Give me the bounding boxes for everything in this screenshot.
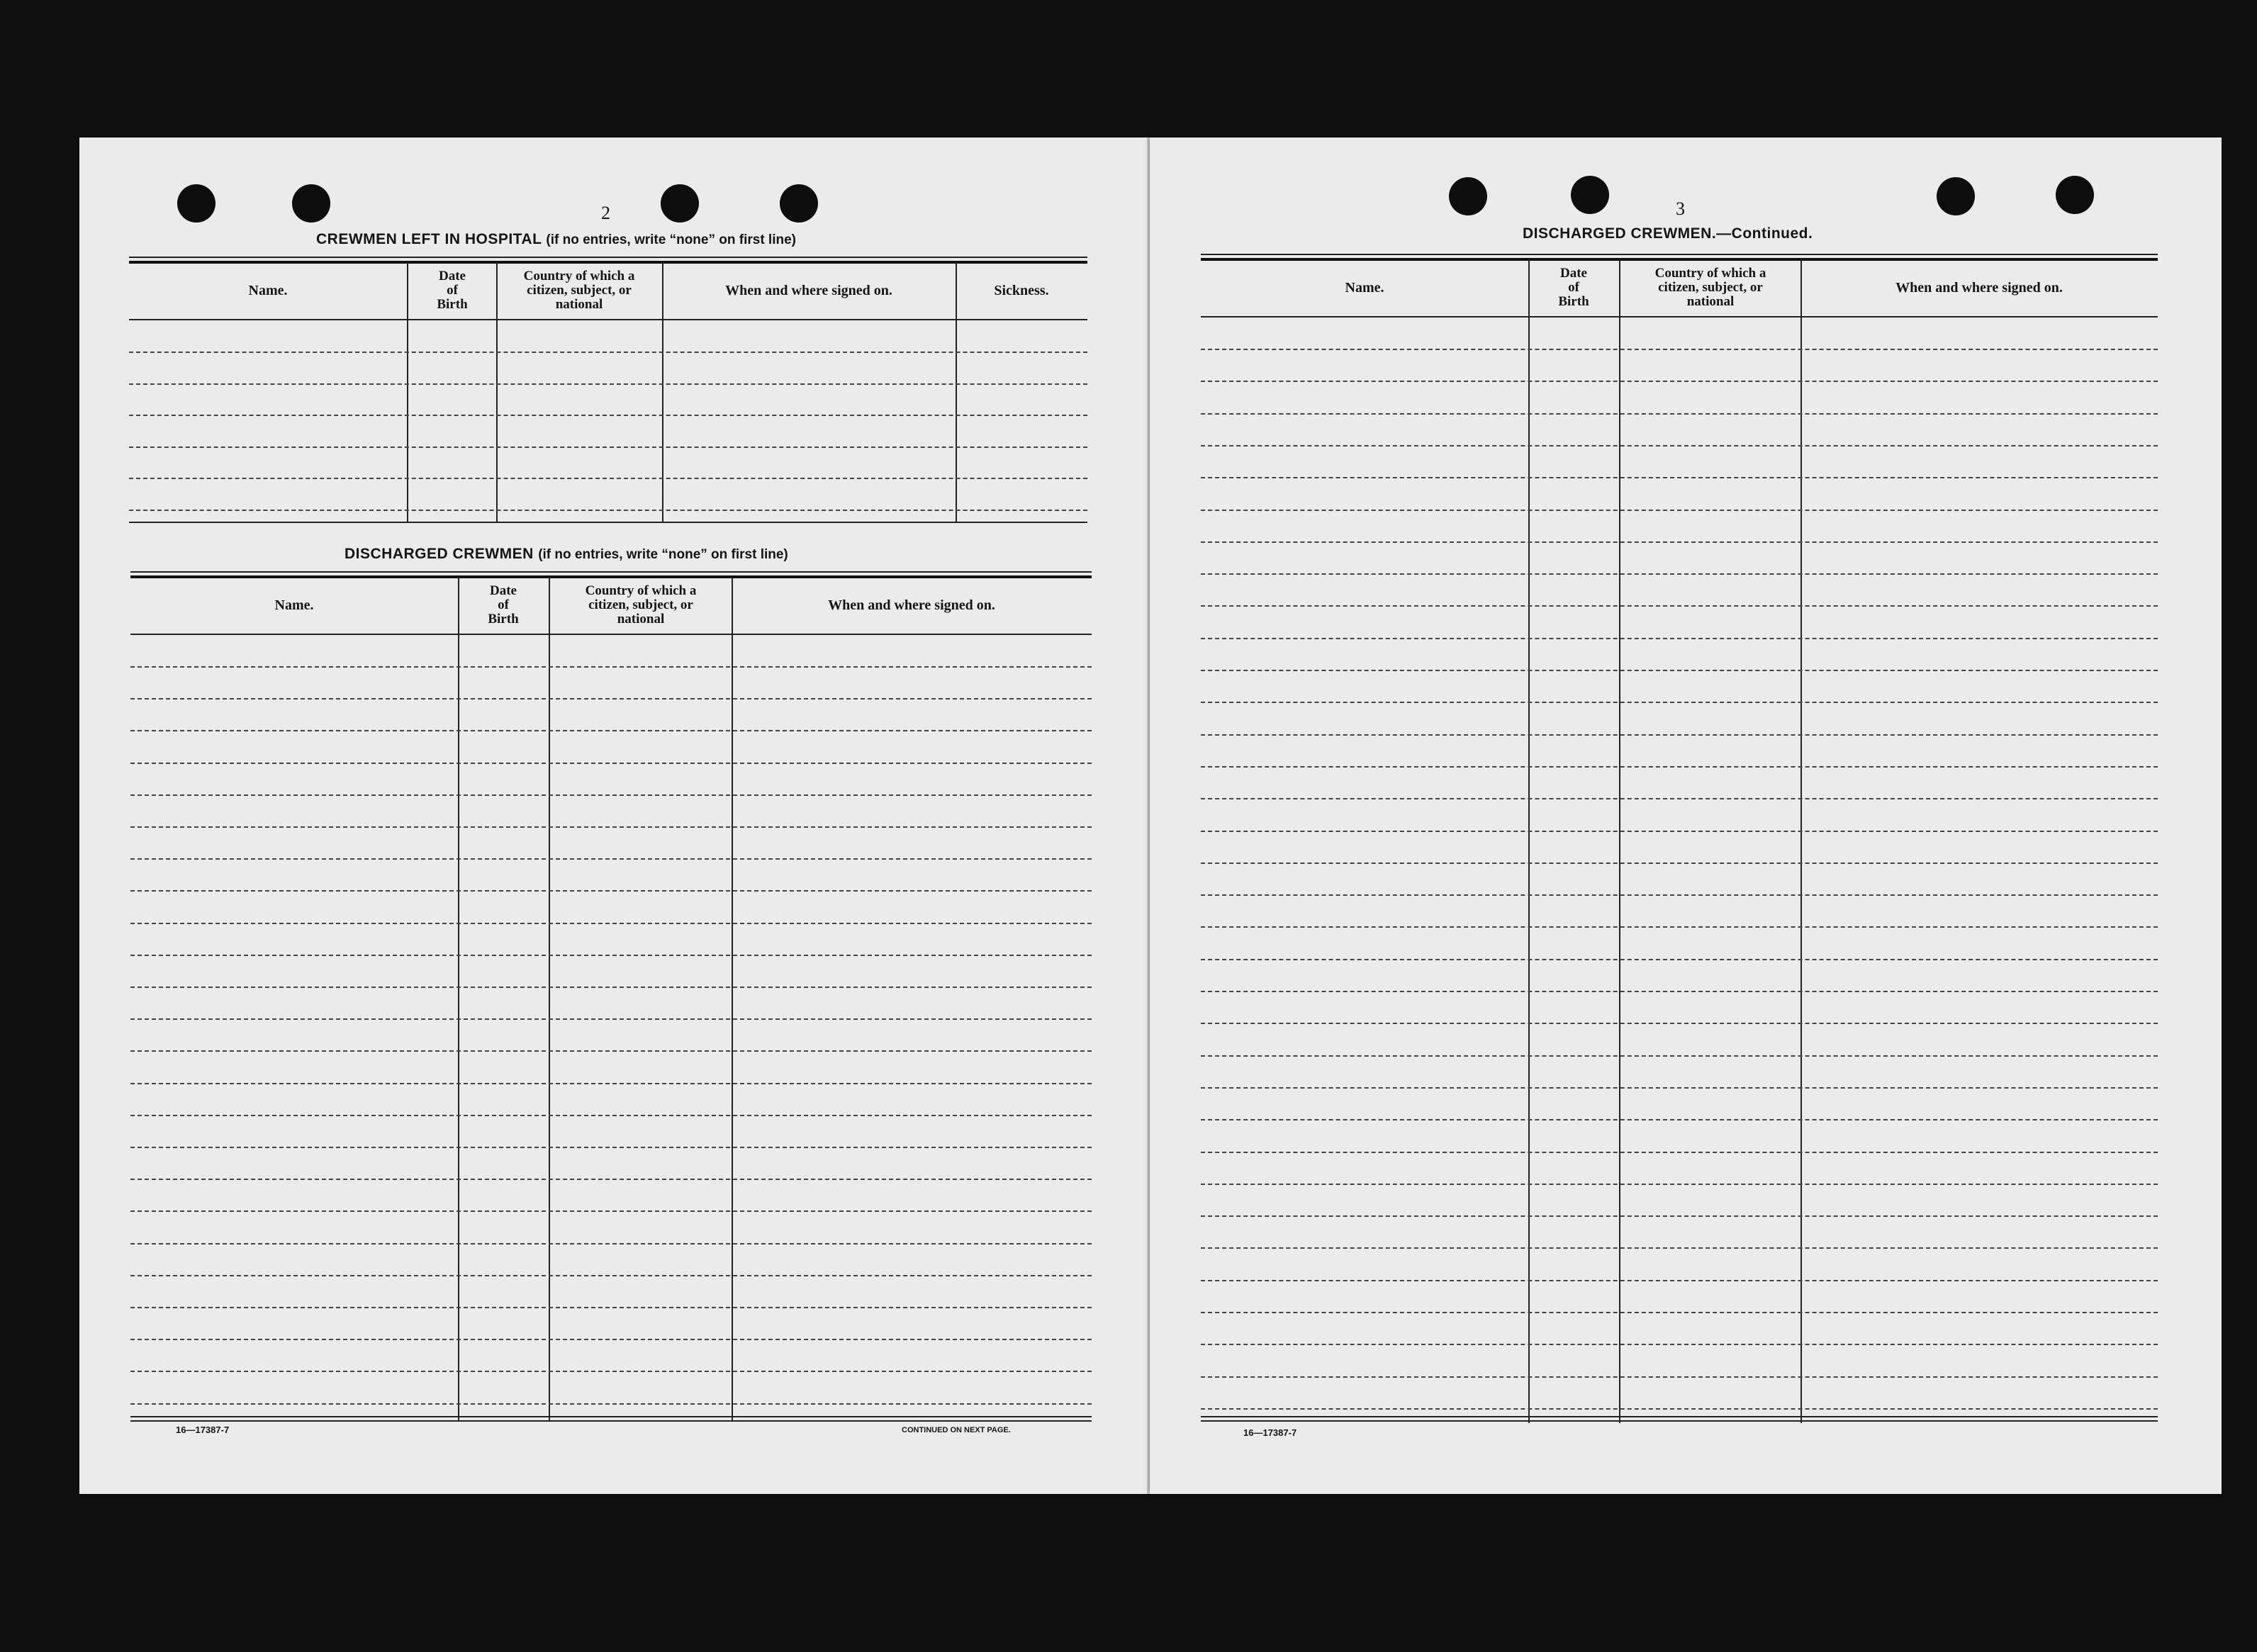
entry-line <box>1201 1312 2158 1313</box>
entry-line <box>1201 1087 2158 1089</box>
column-header-name: Name. <box>1345 280 1384 296</box>
entry-line <box>130 1115 1092 1116</box>
column-header-country: Country of which a citizen, subject, or national <box>585 583 697 626</box>
entry-line <box>129 446 1087 448</box>
punch-hole <box>661 184 699 223</box>
entry-line <box>1201 1280 2158 1281</box>
entry-line <box>1201 991 2158 992</box>
entry-line <box>1201 510 2158 511</box>
entry-line <box>130 698 1092 699</box>
entry-line <box>1201 1184 2158 1185</box>
entry-line <box>1201 959 2158 960</box>
entry-line <box>130 1275 1092 1276</box>
entry-line <box>1201 1247 2158 1249</box>
entry-line <box>130 890 1092 892</box>
entry-line <box>1201 1055 2158 1057</box>
entry-line <box>130 1371 1092 1372</box>
discharged-title-note: (if no entries, write “none” on first line) <box>538 547 788 562</box>
page-number: 2 <box>601 203 610 223</box>
entry-line <box>130 955 1092 956</box>
entry-line <box>1201 573 2158 575</box>
punch-hole <box>177 184 215 223</box>
entry-line <box>130 666 1092 668</box>
discharged-continued-section-title: DISCHARGED CREWMEN.—Continued. <box>1523 225 1813 242</box>
column-header-date-of-birth: Date of Birth <box>437 269 468 312</box>
entry-line <box>1201 1376 2158 1378</box>
entry-line <box>130 1147 1092 1148</box>
column-header-country: Country of which a citizen, subject, or national <box>1654 266 1766 309</box>
entry-line <box>1201 541 2158 543</box>
column-header-when-where: When and where signed on. <box>828 597 995 613</box>
discharged-table-rows <box>130 571 1092 1422</box>
entry-line <box>1201 1119 2158 1120</box>
column-header-country: Country of which a citizen, subject, or national <box>523 269 635 312</box>
left-page <box>79 137 1148 1494</box>
entry-line <box>1201 605 2158 607</box>
column-header-date-of-birth: Date of Birth <box>488 583 519 626</box>
continued-note: CONTINUED ON NEXT PAGE. <box>902 1426 1011 1434</box>
right-page <box>1150 137 2222 1494</box>
entry-line <box>130 987 1092 988</box>
entry-line <box>130 1179 1092 1180</box>
entry-line <box>130 1050 1092 1052</box>
entry-line <box>1201 413 2158 415</box>
punch-hole <box>1937 177 1975 215</box>
column-header-name: Name. <box>248 283 288 298</box>
entry-line <box>1201 638 2158 639</box>
discharged-section-title <box>345 546 788 563</box>
entry-line <box>1201 798 2158 799</box>
entry-line <box>1201 734 2158 736</box>
entry-line <box>130 1018 1092 1020</box>
entry-line <box>130 1403 1092 1405</box>
form-number: 16—17387-7 <box>1243 1427 1297 1438</box>
entry-line <box>130 1339 1092 1340</box>
page-number: 3 <box>1676 198 1685 219</box>
column-header-when-where: When and where signed on. <box>1895 280 2063 296</box>
entry-line <box>1201 477 2158 478</box>
entry-line <box>1201 381 2158 382</box>
discharged-continued-table <box>1201 254 2158 1423</box>
entry-line <box>1201 1152 2158 1153</box>
form-number: 16—17387-7 <box>176 1425 230 1435</box>
column-header-date-of-birth: Date of Birth <box>1558 266 1589 309</box>
entry-line <box>130 763 1092 764</box>
entry-line <box>1201 1344 2158 1345</box>
punch-hole <box>1449 177 1487 215</box>
hospital-table-rows <box>129 257 1087 523</box>
entry-line <box>1201 445 2158 446</box>
hospital-table <box>129 257 1087 523</box>
entry-line <box>1201 894 2158 896</box>
discharged-title-text: DISCHARGED CREWMEN <box>345 546 534 562</box>
entry-line <box>130 826 1092 828</box>
discharged-table <box>130 571 1092 1422</box>
entry-line <box>1201 702 2158 703</box>
entry-line <box>129 352 1087 353</box>
entry-line <box>129 510 1087 511</box>
column-header-name: Name. <box>274 597 314 613</box>
entry-line <box>129 383 1087 385</box>
punch-hole <box>292 184 330 223</box>
entry-line <box>130 1083 1092 1084</box>
punch-hole <box>780 184 818 223</box>
entry-line <box>130 858 1092 860</box>
punch-hole <box>2056 176 2094 214</box>
entry-line <box>130 1243 1092 1244</box>
hospital-section-title <box>316 231 796 248</box>
entry-line <box>129 415 1087 416</box>
entry-line <box>1201 670 2158 671</box>
entry-line <box>1201 1408 2158 1410</box>
hospital-title-note: (if no entries, write “none” on first line) <box>546 232 796 247</box>
discharged-continued-table-rows <box>1201 254 2158 1423</box>
entry-line <box>1201 766 2158 768</box>
punch-hole <box>1571 176 1609 214</box>
column-header-when-where: When and where signed on. <box>725 283 892 298</box>
column-header-sickness: Sickness. <box>994 283 1049 298</box>
entry-line <box>1201 862 2158 864</box>
entry-line <box>130 794 1092 796</box>
entry-line <box>130 1210 1092 1212</box>
entry-line <box>130 1307 1092 1308</box>
entry-line <box>1201 1215 2158 1217</box>
entry-line <box>1201 831 2158 832</box>
entry-line <box>1201 926 2158 928</box>
entry-line <box>130 923 1092 924</box>
entry-line <box>129 478 1087 479</box>
entry-line <box>1201 1023 2158 1024</box>
entry-line <box>130 730 1092 731</box>
entry-line <box>1201 349 2158 350</box>
hospital-title-text: CREWMEN LEFT IN HOSPITAL <box>316 231 542 247</box>
